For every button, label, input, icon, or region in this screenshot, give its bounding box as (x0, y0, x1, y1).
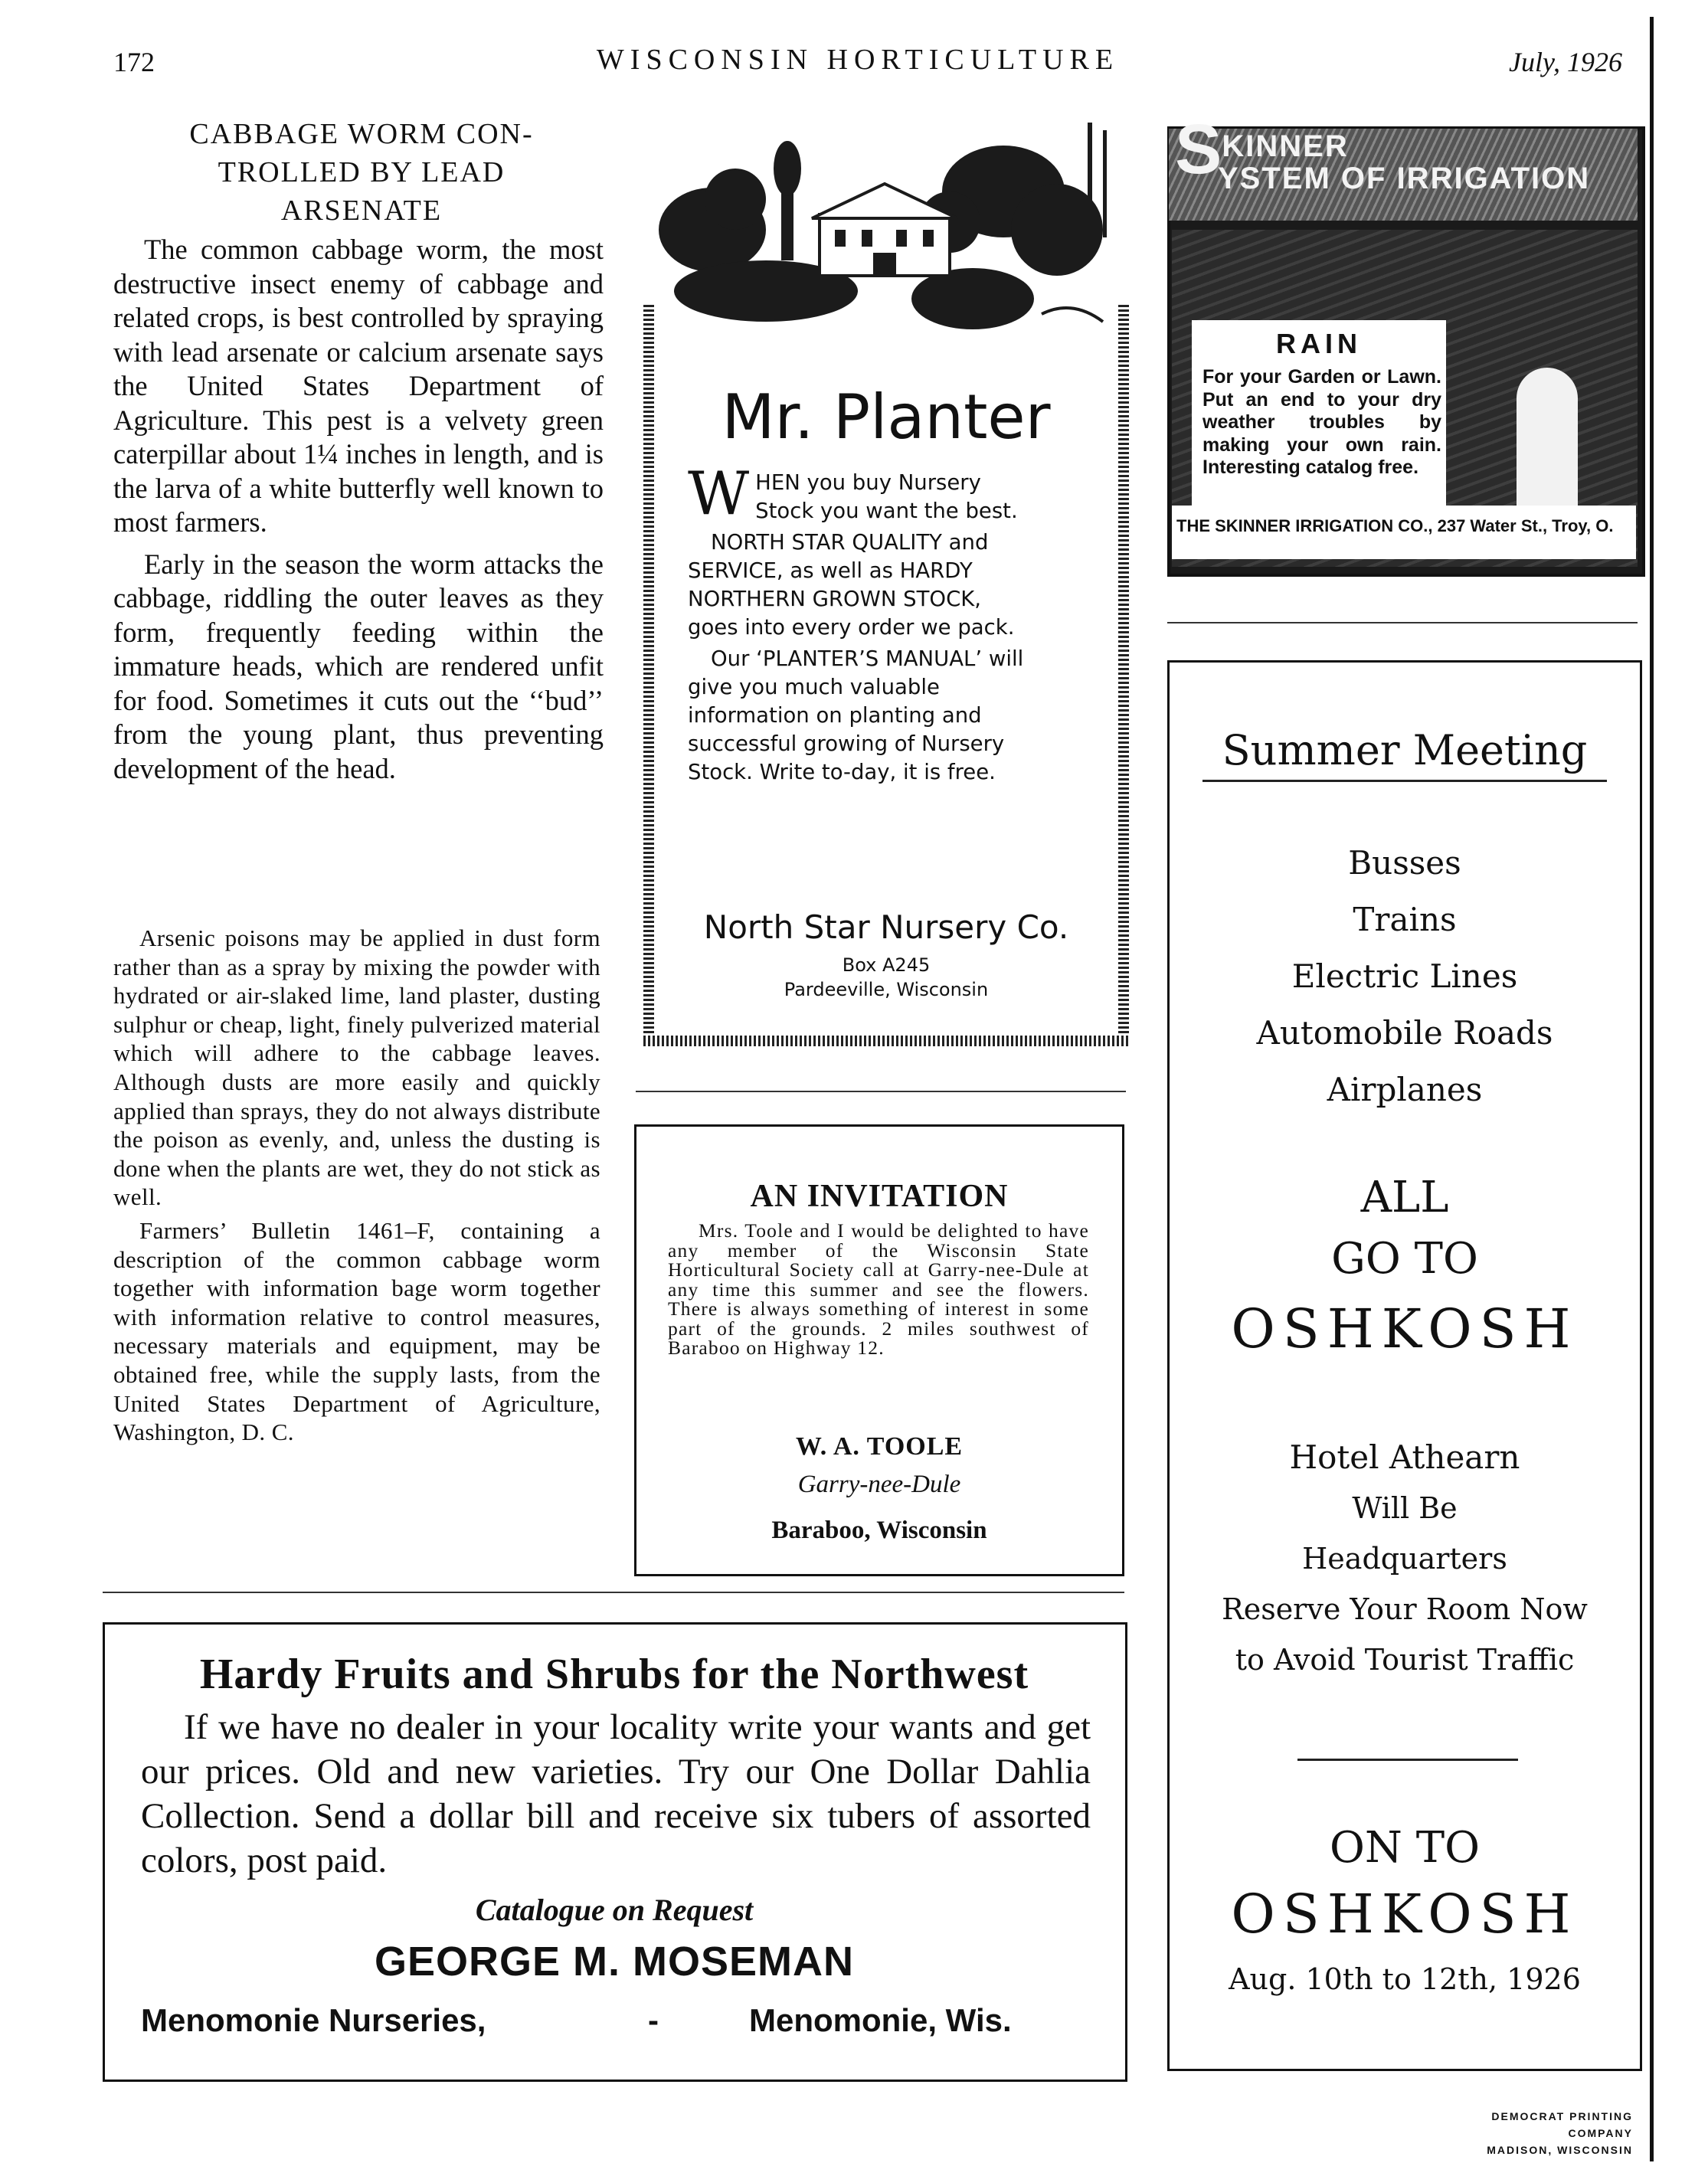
article-body (113, 233, 604, 786)
hotel-info (1167, 1432, 1642, 1685)
publication-title: WISCONSIN HORTICULTURE (596, 44, 1120, 76)
skinner-ad-text: For your Garden or Lawn. Put an end to your dry weather troubles by making your own rain. Interesting catalog free. (1202, 366, 1441, 478)
moseman-town: Menomonie, Wis. (749, 2002, 1012, 2038)
transport-item: Busses (1348, 844, 1461, 882)
skinner-initial: S (1175, 110, 1224, 188)
invitation-place: Garry-nee-Dule (797, 1471, 961, 1498)
article-paragraph-3: Arsenic poisons may be applied in dust form rather than as a spray by mixing the powder with hydrated or air-slaked lime, land plaster, dusting sulphur or cheap, light, finely pulverized material which will adhere to the cabbage leaves. Although dusts are more easily and quickly applied than sprays, they do not always distribute the poison as evenly, and, unless the dusting is done when the plants are wet, they do not stick as well. (113, 924, 600, 1211)
invitation-signature: W. A. TOOLE (795, 1432, 964, 1461)
skinner-ad-footer: THE SKINNER IRRIGATION CO., 237 Water St., Troy, O. (1176, 516, 1614, 535)
printer-line-1: DEMOCRAT PRINTING COMPANY (1491, 2110, 1633, 2139)
moseman-ad-title: Hardy Fruits and Shrubs for the Northwest (199, 1651, 1029, 1698)
ad-border-right (1118, 305, 1129, 1040)
all-go-to (1167, 1167, 1642, 1290)
article-body-small (113, 924, 600, 1447)
moseman-ad-text: If we have no dealer in your locality write your wants and get our prices. Old and new varieties. Try our One Dollar Dahlia Collection. Send a dollar bill and receive six tubers of assorted colors, post paid. (141, 1707, 1091, 1880)
oshkosh-heading-2: OSHKOSH (1231, 1883, 1579, 1945)
skinner-title-line-1: KINNER (1222, 129, 1349, 163)
page-number: 172 (113, 47, 155, 77)
skinner-title-line-2: YSTEM OF IRRIGATION (1218, 162, 1591, 195)
meeting-dates: Aug. 10th to 12th, 1926 (1229, 1962, 1581, 1996)
headquarters: Headquarters (1302, 1542, 1507, 1576)
will-be: Will Be (1352, 1491, 1458, 1525)
article-paragraph-4: Farmers’ Bulletin 1461–F, containing a description of the common cabbage worm together with information bage worm together with information relative to control measures, necessary materials and equipment, may be obtained free, while the supply lasts, from the United States Department of Agriculture, Washington, D. C. (113, 1216, 600, 1446)
moseman-name: GEORGE M. MOSEMAN (374, 1939, 855, 1985)
divider-rule (636, 1091, 1126, 1092)
article-title-line-2: TROLLED BY LEAD (218, 156, 506, 188)
printer-credit (1431, 2108, 1633, 2158)
article-paragraph-2: Early in the season the worm attacks the cabbage, riddling the outer leaves as they form, frequently feeding within the immature heads, which are rendered unfit for food. Sometimes it cuts out the ‘‘bud’’ from the young plant, thus preventing development of the head. (113, 548, 604, 784)
issue-date: July, 1926 (1509, 47, 1622, 77)
invitation-title: AN INVITATION (750, 1179, 1009, 1214)
planter-ad-para-1: HEN you buy Nursery Stock you want the best. (755, 470, 1018, 523)
planter-dropcap: W (688, 460, 750, 528)
planter-town: Pardeeville, Wisconsin (784, 979, 989, 1000)
article-title (113, 115, 610, 230)
invitation-body (668, 1221, 1089, 1358)
reserve-room: Reserve Your Room Now (1222, 1592, 1588, 1626)
page-edge-rule (1650, 17, 1654, 2161)
planter-ad-para-2: NORTH STAR QUALITY and SERVICE, as well as HARDY NORTHERN GROWN STOCK, goes into every order we pack. (688, 530, 1015, 640)
ad-border-bottom (643, 1036, 1129, 1046)
transport-item: Trains (1353, 901, 1457, 938)
summer-meeting-underline (1202, 780, 1607, 782)
invitation-town: Baraboo, Wisconsin (771, 1517, 987, 1544)
ad-border-left (643, 305, 654, 1040)
skinner-ad-title (1175, 110, 1634, 196)
oshkosh-heading: OSHKOSH (1231, 1297, 1579, 1360)
planter-ad-para-3: Our ‘PLANTER’S MANUAL’ will give you much valuable information on planting and successful growing of Nursery Stock. Write to-day, it is free. (688, 646, 1024, 784)
divider-rule-right (1167, 622, 1638, 623)
article-title-line-1: CABBAGE WORM CON- (189, 118, 534, 150)
estate-illustration (643, 115, 1134, 345)
summer-meeting-rule (1297, 1759, 1518, 1761)
all-label: ALL (1360, 1173, 1449, 1222)
avoid-traffic: to Avoid Tourist Traffic (1235, 1643, 1575, 1677)
moseman-dash: - (648, 2002, 659, 2038)
catalogue-note: Catalogue on Request (475, 1893, 754, 1927)
transport-item: Airplanes (1327, 1071, 1483, 1108)
planter-ad-body (688, 460, 1025, 790)
article-title-line-3: ARSENATE (280, 195, 443, 227)
invitation-text: Mrs. Toole and I would be delighted to have any member of the Wisconsin State Horticultural Society call at Garry-nee-Dule at any time this summer and see the flowers. There is always something of interest in some part of the grounds. 2 miles southwest of Baraboo on Highway 12. (668, 1219, 1089, 1359)
transport-list (1167, 835, 1642, 1118)
transport-item: Electric Lines (1291, 957, 1518, 995)
printer-line-2: MADISON, WISCONSIN (1487, 2144, 1633, 2156)
planter-box: Box A245 (842, 954, 931, 976)
go-to-label: GO TO (1331, 1234, 1478, 1284)
moseman-ad-body (141, 1705, 1091, 1883)
divider-rule-bottom (103, 1592, 1124, 1593)
transport-item: Automobile Roads (1256, 1014, 1553, 1052)
summer-meeting-title: Summer Meeting (1222, 726, 1588, 774)
skinner-rain-heading: RAIN (1276, 328, 1362, 359)
planter-company: North Star Nursery Co. (703, 908, 1069, 946)
moseman-firm: Menomonie Nurseries, (141, 2002, 486, 2038)
article-paragraph-1: The common cabbage worm, the most destructive insect enemy of cabbage and related crops, is best controlled by spraying with lead arsenate or calcium arsenate says the United States Department of Agriculture. This pest is a velvety green caterpillar about 1¼ inches in length, and is the larva of a white butterfly well known to most farmers. (113, 234, 604, 538)
planter-ad-title: Mr. Planter (721, 381, 1051, 453)
hotel-name: Hotel Athearn (1289, 1438, 1520, 1476)
on-to-label: ON TO (1330, 1823, 1480, 1873)
